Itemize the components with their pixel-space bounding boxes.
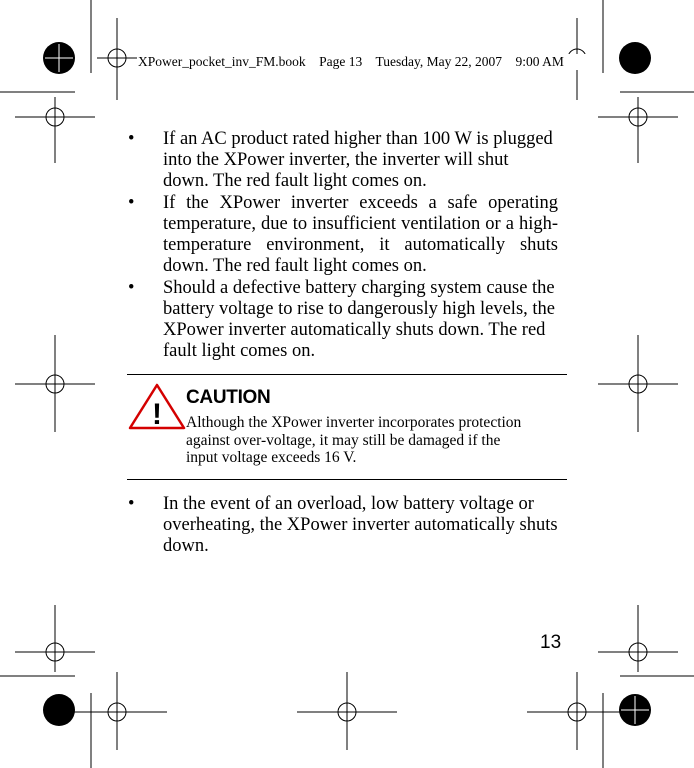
registration-mark <box>15 335 95 432</box>
registration-target-br <box>619 694 651 726</box>
caution-title: CAUTION <box>186 387 271 408</box>
registration-mark <box>67 672 167 750</box>
registration-mark <box>297 672 397 750</box>
bullet-item-battery-voltage: Should a defective battery charging system cause the battery voltage to rise to dangerously high levels, the XPower inverter automatically shuts down. The red fault light comes on. <box>163 278 555 361</box>
warning-triangle-icon <box>128 382 186 432</box>
book-slug-header: XPower_pocket_inv_FM.book Page 13 Tuesday, May 22, 2007 9:00 AM <box>138 54 598 70</box>
registration-target-bl <box>43 694 75 726</box>
registration-mark <box>97 18 137 100</box>
caution-top-rule <box>127 374 567 375</box>
caution-body: Although the XPower inverter incorporates protection against over-voltage, it may still be damaged if the input voltage exceeds 16 V. <box>186 414 522 466</box>
registration-mark <box>15 97 95 163</box>
registration-mark <box>15 605 95 672</box>
bullet-item-temperature: If the XPower inverter exceeds a safe operating temperature, due to insufficient ventilation or a high-temperature environment, it automatically shuts down. The red fault light comes on. <box>163 193 558 276</box>
bullet-item-ac-product: If an AC product rated higher than 100 W is plugged into the XPower inverter, the inverter will shut down. The red fault light comes on. <box>163 129 553 191</box>
bullet-symbol: • <box>128 278 135 298</box>
registration-target-tr <box>619 42 651 74</box>
page-number: 13 <box>540 632 562 653</box>
bullet-symbol: • <box>128 129 135 149</box>
bullet-symbol: • <box>128 193 135 213</box>
registration-mark <box>598 605 678 672</box>
bullet-item-overload: In the event of an overload, low battery voltage or overheating, the XPower inverter automatically shuts down. <box>163 494 558 556</box>
warning-exclamation: ! <box>152 398 162 431</box>
registration-mark <box>598 335 678 432</box>
caution-bottom-rule <box>127 479 567 480</box>
registration-mark <box>527 672 627 750</box>
registration-target-tl <box>43 42 75 74</box>
bullet-symbol: • <box>128 494 135 514</box>
registration-mark <box>598 97 678 163</box>
